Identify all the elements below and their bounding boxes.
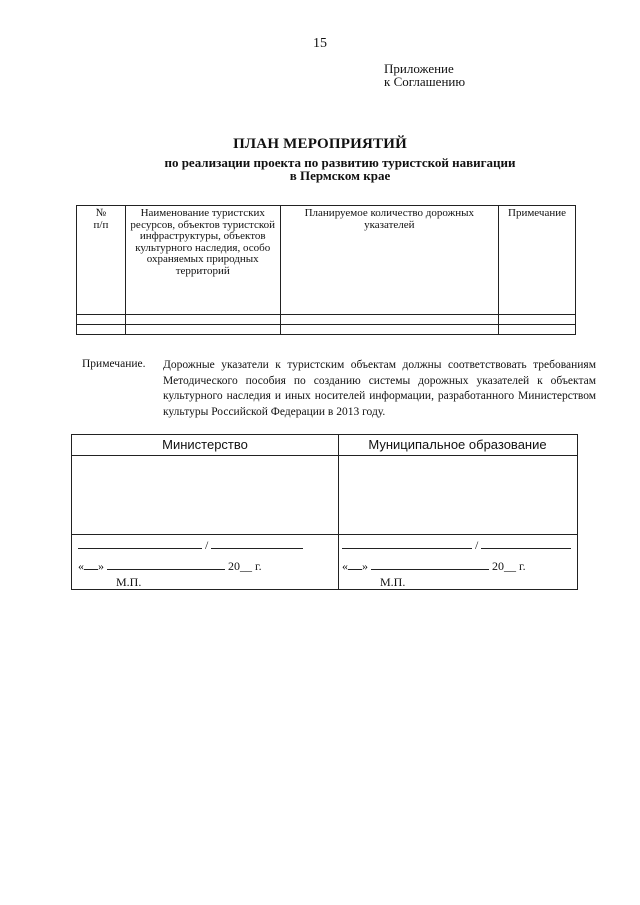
- note-label: Примечание.: [82, 358, 146, 370]
- header-note: Примечание: [499, 206, 576, 315]
- municipality-date-line: [342, 559, 526, 574]
- header-name: Наименование туристских ресурсов, объектов туристской инфраструктуры, объектов культурного наследия, особо охраняемых природных территорий: [125, 206, 280, 315]
- page-number: 15: [313, 36, 327, 51]
- annex-line-2: к Соглашению: [384, 74, 466, 89]
- signature-block: [71, 434, 578, 590]
- plan-table: [76, 205, 576, 335]
- date-year: 20__ г.: [492, 559, 526, 573]
- date-year: 20__ г.: [228, 559, 262, 573]
- municipality-signature-line: [342, 538, 571, 553]
- municipality-stamp-label: М.П.: [380, 575, 406, 589]
- signature-slash: /: [475, 538, 479, 552]
- header-number-label: п/п: [93, 218, 109, 231]
- subtitle-line-2: в Пермском крае: [289, 168, 391, 183]
- quote-close: »: [362, 559, 368, 573]
- ministry-heading: Министерство: [72, 435, 338, 456]
- annex-line-1: Приложение: [384, 61, 454, 76]
- subtitle-line-1: по реализации проекта по развитию туристской навигации: [164, 155, 516, 170]
- ministry-date-line: [78, 559, 262, 574]
- table-row: [77, 315, 576, 325]
- header-quantity: Планируемое количество дорожных указателей: [280, 206, 498, 315]
- document-subtitle: [60, 156, 620, 182]
- table-cell: [499, 315, 576, 325]
- header-number-sign: №: [95, 207, 107, 219]
- table-row: [77, 325, 576, 335]
- quote-open: «: [342, 559, 348, 573]
- table-cell: [280, 315, 498, 325]
- table-header-row: [77, 206, 576, 315]
- signature-divider: [72, 534, 338, 535]
- signature-slash: /: [205, 538, 209, 552]
- table-cell: [499, 325, 576, 335]
- signature-column-ministry: [72, 435, 339, 589]
- ministry-stamp-label: М.П.: [116, 575, 142, 589]
- table-cell: [77, 315, 126, 325]
- table-cell: [77, 325, 126, 335]
- quote-open: «: [78, 559, 84, 573]
- ministry-signature-line: [78, 538, 303, 553]
- signature-column-municipality: [338, 435, 577, 589]
- document-title: ПЛАН МЕРОПРИЯТИЙ: [233, 136, 407, 152]
- annex-label: [384, 62, 465, 88]
- note-text: Дорожные указатели к туристским объектам должны соответствовать требованиям Методического пособия по созданию системы дорожных указателей к объектам культурного наследия и иных носителей информации, разработанного Министерством культуры Российской Федерации в 2013 году.: [163, 359, 596, 418]
- table-cell: [280, 325, 498, 335]
- quote-close: »: [98, 559, 104, 573]
- header-number: [77, 206, 126, 315]
- table-cell: [125, 325, 280, 335]
- municipality-heading: Муниципальное образование: [338, 435, 577, 456]
- signature-divider: [338, 534, 577, 535]
- table-cell: [125, 315, 280, 325]
